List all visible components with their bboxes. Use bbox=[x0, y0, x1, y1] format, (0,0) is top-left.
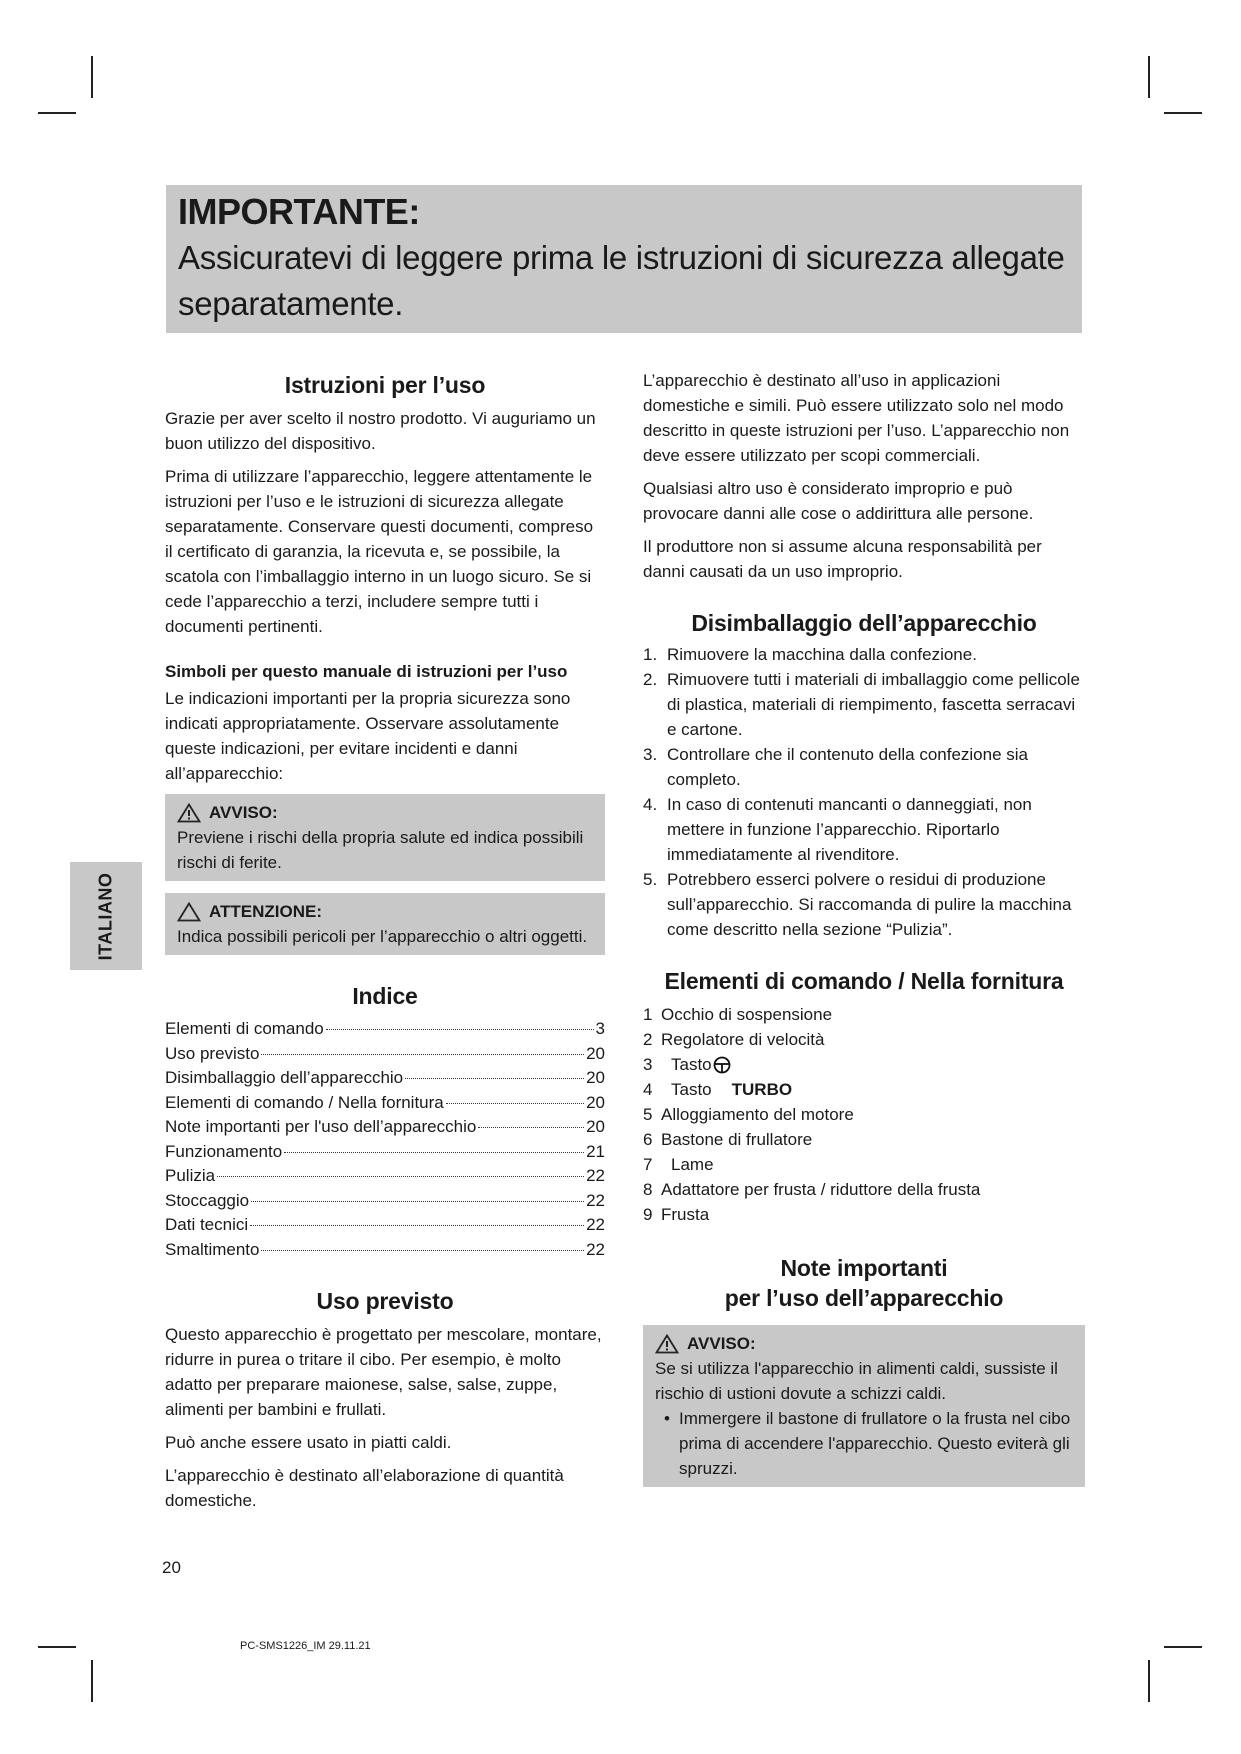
index-heading: Indice bbox=[352, 983, 418, 1009]
caution-triangle-icon bbox=[177, 902, 201, 922]
table-of-contents bbox=[165, 1017, 605, 1262]
important-banner bbox=[166, 185, 1082, 333]
toc-entry[interactable]: Uso previsto 20 bbox=[165, 1043, 605, 1063]
banner-title: IMPORTANTE: bbox=[178, 191, 420, 232]
caution-label: ATTENZIONE: bbox=[209, 902, 323, 921]
list-item: 3 Tasto bbox=[643, 1052, 1085, 1077]
toc-entry[interactable]: Note importanti per l'uso dell’apparecchio 20 bbox=[165, 1117, 605, 1136]
warning-label: AVVISO: bbox=[209, 803, 278, 822]
intended-use-paragraph-1: Questo apparecchio è progettato per mescolare, montare, ridurre in purea o tritare il cibo. Per esempio, è molto adatto per preparare maionese, salse, salse, zuppe, alimenti per bambini e frullati. bbox=[165, 1325, 602, 1419]
crop-mark bbox=[91, 56, 93, 98]
list-item: 4 Tasto TURBO bbox=[643, 1080, 793, 1099]
footer-document-code: PC-SMS1226_IM 29.11.21 bbox=[240, 1640, 371, 1652]
toc-entry[interactable]: Elementi di comando 3 bbox=[165, 1019, 605, 1038]
banner-text: Assicuratevi di leggere prima le istruzioni di sicurezza allegate separatamente. bbox=[178, 239, 1065, 322]
list-item: 8 Adattatore per frusta / riduttore della frusta bbox=[643, 1180, 981, 1199]
left-column bbox=[165, 370, 605, 1521]
notes-warning-text: Se si utilizza l'apparecchio in alimenti caldi, sussiste il rischio di ustioni dovute a schizzi caldi. bbox=[655, 1359, 1058, 1403]
crop-mark bbox=[1164, 1646, 1202, 1648]
list-item: 3. Controllare che il contenuto della confezione sia completo. bbox=[643, 745, 1029, 789]
toc-entry[interactable]: Elementi di comando / Nella fornitura 20 bbox=[165, 1092, 605, 1112]
parts-list bbox=[643, 1002, 1085, 1227]
toc-entry[interactable]: Pulizia 22 bbox=[165, 1166, 605, 1185]
language-tab-label: ITALIANO bbox=[95, 872, 116, 960]
unpacking-steps bbox=[643, 642, 1085, 942]
symbols-heading: Simboli per questo manuale di istruzioni per l’uso bbox=[165, 662, 568, 681]
controls-heading: Elementi di comando / Nella fornitura bbox=[664, 968, 1064, 994]
crop-mark bbox=[1164, 112, 1202, 114]
instructions-heading: Istruzioni per l’uso bbox=[284, 372, 486, 398]
list-item: 9 Frusta bbox=[643, 1205, 710, 1224]
notes-warning-box bbox=[643, 1325, 1085, 1487]
toc-entry[interactable]: Funzionamento 21 bbox=[165, 1141, 605, 1161]
toc-entry[interactable]: Stoccaggio 22 bbox=[165, 1190, 605, 1210]
right-column bbox=[643, 368, 1085, 1499]
page-number: 20 bbox=[162, 1558, 181, 1577]
warning-triangle-icon bbox=[655, 1334, 679, 1354]
use-paragraph-2: Qualsiasi altro uso è considerato improprio e può provocare danni alle cose o addirittura alle persone. bbox=[643, 479, 1034, 523]
use-paragraph-1: L’apparecchio è destinato all’uso in applicazioni domestiche e simili. Può essere utilizzato solo nel modo descritto in queste istruzioni per l’uso. L’apparecchio non deve essere utilizzato per scopi commerciali. bbox=[643, 371, 1070, 465]
notes-warning-bullet: • Immergere il bastone di frullatore o la frusta nel cibo prima di accendere l'apparecchio. Questo eviterà gli spruzzi. bbox=[664, 1409, 1071, 1478]
list-item: 7 Lame bbox=[643, 1155, 714, 1174]
intended-use-paragraph-3: L’apparecchio è destinato all’elaborazione di quantità domestiche. bbox=[165, 1466, 564, 1510]
warning-triangle-icon bbox=[177, 803, 201, 823]
list-item: 5 Alloggiamento del motore bbox=[643, 1105, 854, 1124]
notes-heading-line-2: per l’uso dell’apparecchio bbox=[724, 1285, 1004, 1311]
intro-paragraph-1: Grazie per aver scelto il nostro prodotto. Vi auguriamo un buon utilizzo del dispositivo. bbox=[165, 409, 596, 453]
use-paragraph-3: Il produttore non si assume alcuna responsabilità per danni causati da un uso improprio. bbox=[643, 537, 1042, 581]
list-item: 1. Rimuovere la macchina dalla confezione. bbox=[643, 645, 977, 664]
notes-warning-label: AVVISO: bbox=[687, 1334, 756, 1353]
toc-entry[interactable]: Dati tecnici 22 bbox=[165, 1215, 605, 1234]
language-tab bbox=[70, 862, 142, 970]
crop-mark bbox=[91, 1660, 93, 1702]
crop-mark bbox=[1148, 56, 1150, 98]
crop-mark bbox=[38, 1646, 76, 1648]
intended-use-paragraph-2: Può anche essere usato in piatti caldi. bbox=[165, 1433, 452, 1452]
toc-entry[interactable]: Smaltimento 22 bbox=[165, 1239, 605, 1259]
symbols-paragraph: Le indicazioni importanti per la propria sicurezza sono indicati appropriatamente. Osservare assolutamente queste indicazioni, per evitare incidenti e danni all’apparecchio: bbox=[165, 689, 571, 783]
caution-text: Indica possibili pericoli per l’apparecchio o altri oggetti. bbox=[177, 927, 588, 946]
crop-mark bbox=[1148, 1660, 1150, 1702]
unpacking-heading: Disimballaggio dell’apparecchio bbox=[691, 610, 1037, 636]
list-item: 1 Occhio di sospensione bbox=[643, 1005, 833, 1024]
caution-box bbox=[165, 893, 605, 955]
warning-box bbox=[165, 794, 605, 881]
crop-mark bbox=[38, 112, 76, 114]
power-button-icon bbox=[713, 1056, 731, 1074]
list-item: 2. Rimuovere tutti i materiali di imballaggio come pellicole di plastica, materiali di riempimento, fascetta serracavi e cartone. bbox=[643, 670, 1080, 739]
list-item: 4. In caso di contenuti mancanti o danneggiati, non mettere in funzione l’apparecchio. Riportarlo immediatamente al rivenditore. bbox=[643, 795, 1032, 864]
list-item: 2 Regolatore di velocità bbox=[643, 1030, 825, 1049]
intro-paragraph-2: Prima di utilizzare l’apparecchio, leggere attentamente le istruzioni per l’uso e le istruzioni di sicurezza allegate separatamente. Conservare questi documenti, compreso il certificato di garanzia, la ricevuta e, se possibile, la scatola con l’imballaggio interno in un luogo sicuro. Se si cede l’apparecchio a terzi, includere sempre tutti i documenti pertinenti. bbox=[165, 467, 594, 636]
list-item: 6 Bastone di frullatore bbox=[643, 1130, 813, 1149]
notes-heading-line-1: Note importanti bbox=[780, 1255, 948, 1281]
list-item: 5. Potrebbero esserci polvere o residui di produzione sull’apparecchio. Si raccomanda di pulire la macchina come descritto nella sezione “Pulizia”. bbox=[643, 870, 1072, 939]
toc-entry[interactable]: Disimballaggio dell’apparecchio 20 bbox=[165, 1068, 605, 1087]
intended-use-heading: Uso previsto bbox=[316, 1288, 454, 1314]
warning-text: Previene i rischi della propria salute ed indica possibili rischi di ferite. bbox=[177, 828, 584, 872]
